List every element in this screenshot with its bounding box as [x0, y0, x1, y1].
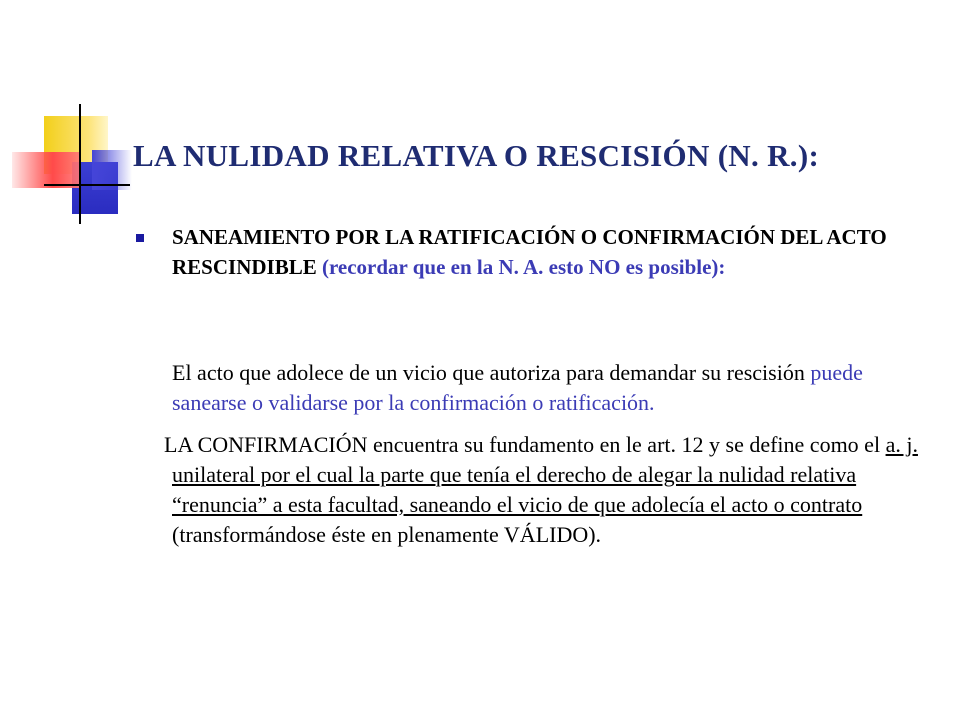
paragraph-1-text: El acto que adolece de un vicio que autoriza para demandar su rescisión: [172, 360, 805, 385]
bullet-heading: SANEAMIENTO POR LA RATIFICACIÓN O CONFIRMACIÓN DEL ACTO RESCINDIBLE: [172, 225, 887, 279]
bullet-text: [172, 222, 942, 282]
paragraph-2: [164, 430, 942, 550]
decorative-vertical-line: [79, 104, 81, 224]
paragraph-1: [172, 358, 942, 418]
bullet-note: (recordar que en la N. A. esto NO es posible):: [321, 255, 726, 279]
paragraph-2-underlined: a. j. unilateral por el cual la parte que tenía el derecho de alegar la nulidad relativa “renuncia” a esta facultad, saneando el vicio de que adolecía el acto o contrato: [172, 432, 918, 517]
paragraph-2-part2: (transformándose éste en plenamente VÁLIDO).: [172, 522, 602, 547]
slide-title: LA NULIDAD RELATIVA O RESCISIÓN (N. R.):: [133, 138, 820, 173]
decorative-red-bar: [12, 152, 80, 188]
paragraph-2-part1: LA CONFIRMACIÓN encuentra su fundamento en le art. 12 y se define como el: [164, 432, 881, 457]
decorative-horizontal-line: [44, 184, 130, 186]
square-bullet-icon: [136, 234, 144, 242]
paragraph-1-highlight: puede sanearse o validarse por la confirmación o ratificación.: [172, 360, 863, 415]
